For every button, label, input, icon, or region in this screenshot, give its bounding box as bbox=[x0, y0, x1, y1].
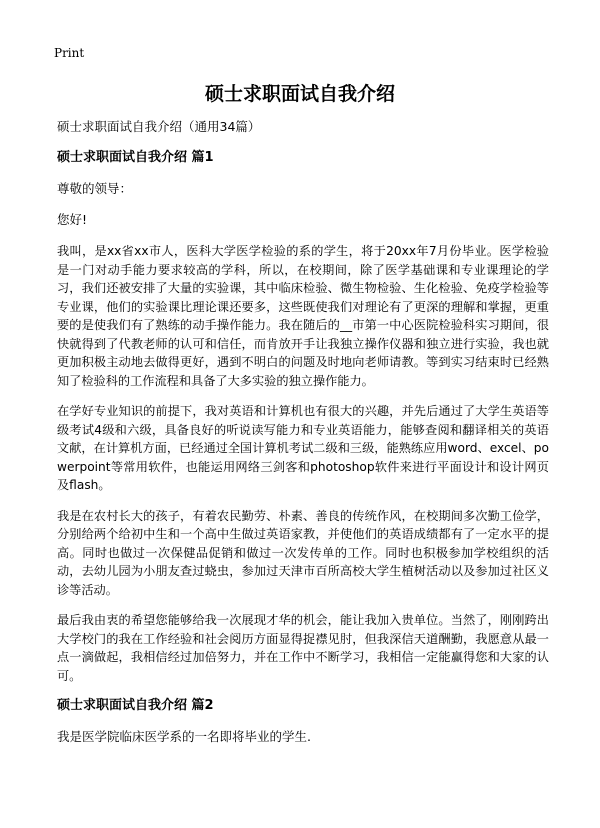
print-link[interactable]: Print bbox=[54, 46, 85, 60]
article-subtitle: 硕士求职面试自我介绍（通用34篇） bbox=[57, 119, 261, 134]
paragraph-closing: 最后我由衷的希望您能够给我一次展现才华的机会，能让我加入贵单位。当然了，刚刚跨出大学校门的我在工作经验和社会阅历方面显得捉襟见肘，但我深信天道酬勤，我愿意从最一点一滴做起，我相信经过加倍努力，并在工作中不断学习，我相信一定能赢得您和大家的认可。 bbox=[57, 613, 549, 683]
page-title: 硕士求职面试自我介绍 bbox=[204, 83, 395, 105]
paragraph-intro: 我叫，是xx省xx市人，医科大学医学检验的系的学生，将于20xx年7月份毕业。医学检验是一门对动手能力要求较高的学科，所以，在校期间，除了医学基础课和专业课理论的学习，我们还被安排了大量的实验课，其中临床检验、微生物检验、生化检验、免疫学检验等专业课，他们的实验课比理论课还要多，这些既使我们对理论有了更深的理解和掌握，更重要的是使我们有了熟练的动手操作能力。我在随后的__市第一中心医院检验科实习期间，很快就得到了代教老师的认可和信任，而肯放开手让我独立操作仪器和独立进行实验，我也就更加积极主动地去做得更好，遇到不明白的问题及时地向老师请教。等到实习结束时已经熟知了检验科的工作流程和具备了大多实验的独立操作能力。 bbox=[57, 244, 549, 388]
greeting: 您好! bbox=[57, 212, 88, 227]
section-heading-2: 硕士求职面试自我介绍 篇2 bbox=[57, 698, 214, 713]
article-body bbox=[57, 118, 549, 745]
section2-first-line: 我是医学院临床医学系的一名即将毕业的学生. bbox=[57, 729, 311, 744]
section-heading-1: 硕士求职面试自我介绍 篇1 bbox=[57, 150, 214, 165]
paragraph-skills: 在学好专业知识的前提下，我对英语和计算机也有很大的兴趣，并先后通过了大学生英语等级考试4级和六级，具备良好的听说读写能力和专业英语能力，能够查阅和翻译相关的英语文献，在计算机方面，已经通过全国计算机考试二级和三级，能熟练应用word、excel、powerpoint等常用软件，也能运用网络三剑客和photoshop软件来进行平面设计和设计网页及flash。 bbox=[57, 404, 549, 492]
salutation: 尊敬的领导： bbox=[57, 181, 133, 196]
paragraph-background: 我是在农村长大的孩子，有着农民勤劳、朴素、善良的传统作风，在校期间多次勤工俭学，分别给两个给初中生和一个高中生做过英语家教，并使他们的英语成绩都有了一定水平的提高。同时也做过一次保健品促销和做过一次发传单的工作。同时也积极参加学校组织的活动，去幼儿园为小朋友查过蛲虫，参加过天津市百所高校大学生植树活动以及参加过社区义诊等活动。 bbox=[57, 508, 549, 597]
